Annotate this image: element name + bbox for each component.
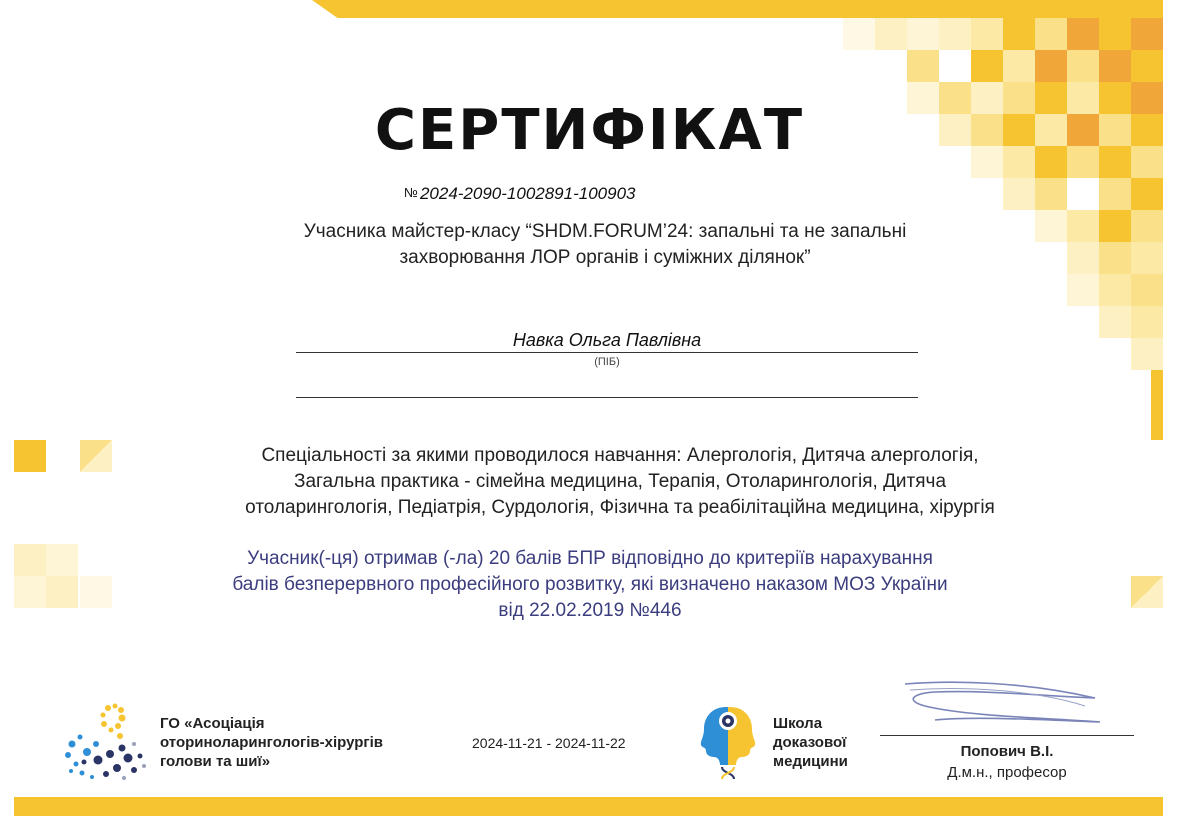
signer-name: Попович В.І. (960, 743, 1054, 760)
specialties (140, 443, 1100, 521)
recipient-name: Навка Ольга Павлівна (512, 330, 702, 350)
association-name (160, 714, 383, 771)
association-line: ГО «Асоціація (160, 715, 265, 732)
school-line: доказової (773, 734, 847, 751)
event-dates: 2024-11-21 - 2024-11-22 (472, 735, 626, 751)
signature-icon (895, 676, 1115, 736)
association-line: голови та шиї» (160, 753, 271, 770)
specialties-line: Загальна практика - сімейна медицина, Терапія, Отоларингологія, Дитяча (293, 471, 947, 492)
association-logo-icon (62, 700, 152, 782)
specialties-line: Спеціальності за якими проводилося навчання: Алергологія, Дитяча алергологія, (261, 445, 979, 466)
certificate-title: СЕРТИФІКАТ (374, 98, 805, 163)
certificate-number (404, 184, 635, 204)
name-caption: (ПІБ) (594, 356, 620, 368)
school-name (773, 714, 848, 771)
school-logo-icon (698, 703, 758, 781)
number-value: 2024-2090-1002891-100903 (419, 184, 636, 203)
points-line: Учасник(-ця) отримав (-ла) 20 балів БПР відповідно до критеріїв нарахування (247, 548, 933, 569)
school-line: Школа (773, 715, 823, 732)
points-line: балів безперервного професійного розвитку, які визначено наказом МОЗ України (232, 574, 948, 595)
name-underline (296, 352, 918, 353)
event-line: захворювання ЛОР органів і суміжних ділянок” (399, 247, 811, 268)
event-line: Учасника майстер-класу “SHDM.FORUM’24: запальні та не запальні (303, 221, 907, 242)
association-line: оториноларингологів-хірургів (160, 734, 384, 751)
cpd-points-statement (100, 546, 1080, 624)
number-sign: № (404, 185, 418, 200)
top-accent-stripe (312, 0, 1163, 18)
points-line: від 22.02.2019 №446 (498, 600, 682, 621)
signature-line (880, 735, 1134, 736)
blank-underline (296, 397, 918, 398)
signer-title: Д.м.н., професор (947, 764, 1067, 781)
specialties-line: отоларингологія, Педіатрія, Сурдологія, Фізична та реабілітаційна медицина, хірургія (245, 497, 995, 518)
school-line: медицини (773, 753, 848, 770)
event-description (200, 219, 1010, 271)
bottom-accent-stripe (14, 797, 1163, 816)
